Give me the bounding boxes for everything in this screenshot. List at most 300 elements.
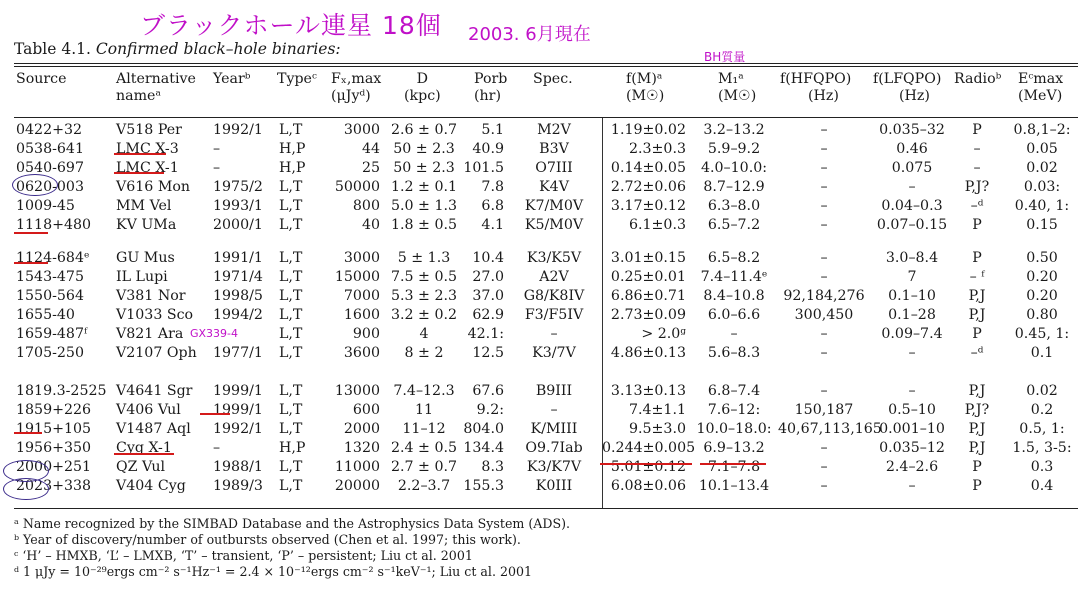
header-radio: Radioᵇ — [954, 71, 1002, 87]
cell-type: L,T — [279, 326, 303, 342]
cell-mass-function: 2.72±0.06 — [610, 179, 686, 195]
cell-lfqpo: – — [908, 478, 916, 494]
cell-hfqpo: – — [820, 179, 828, 195]
cell-spectral-type: O9.7Iab — [525, 440, 583, 456]
cell-lfqpo: 3.0–8.4 — [885, 250, 939, 266]
cell-fx-max: 3000 — [343, 250, 380, 266]
table-row — [0, 287, 1083, 305]
cell-type: H,P — [279, 160, 306, 176]
header-alternative-name: Alternative nameᵃ — [116, 71, 196, 104]
cell-source: 1956+350 — [16, 440, 92, 456]
cell-bh-mass: 5.6–8.3 — [707, 345, 761, 361]
cell-mass-function: 5.01±0.12 — [610, 459, 686, 475]
header-lfqpo: f(LFQPO) (Hz) — [873, 71, 942, 104]
underline-mark — [14, 432, 42, 434]
cell-fx-max: 11000 — [334, 459, 380, 475]
cell-distance: 7.5 ± 0.5 — [390, 269, 458, 285]
cell-type: L,T — [279, 402, 303, 418]
cell-source: 1859+226 — [16, 402, 92, 418]
cell-type: L,T — [279, 179, 303, 195]
cell-mass-function: 6.1±0.3 — [628, 217, 686, 233]
cell-type: L,T — [279, 250, 303, 266]
underline-mark — [700, 463, 766, 465]
cell-fx-max: 3000 — [343, 122, 380, 138]
cell-bh-mass: – — [730, 326, 738, 342]
cell-porb: 10.4 — [472, 250, 504, 266]
cell-emax: 0.20 — [1026, 288, 1058, 304]
cell-distance: 3.2 ± 0.2 — [390, 307, 458, 323]
cell-source: 1819.3-2525 — [16, 383, 107, 399]
cell-type: L,T — [279, 288, 303, 304]
cell-type: L,T — [279, 478, 303, 494]
cell-lfqpo: 0.1–10 — [888, 288, 936, 304]
header-porb: Porb (hr) — [474, 71, 508, 104]
cell-alternative-name: V404 Cyg — [116, 478, 186, 494]
cell-spectral-type: K0III — [535, 478, 573, 494]
cell-type: L,T — [279, 269, 303, 285]
cell-emax: 0.8,1–2: — [1013, 122, 1071, 138]
cell-alternative-name: V518 Per — [116, 122, 182, 138]
cell-fx-max: 900 — [352, 326, 380, 342]
cell-mass-function: 9.5±3.0 — [628, 421, 686, 437]
cell-porb: 134.4 — [463, 440, 504, 456]
cell-spectral-type: K/MIII — [530, 421, 578, 437]
cell-year: 1999/1 — [213, 402, 263, 418]
cell-bh-mass: 10.0–18.0: — [696, 421, 772, 437]
table-row — [0, 178, 1083, 196]
cell-bh-mass: 6.3–8.0 — [707, 198, 761, 214]
cell-year: 1971/4 — [213, 269, 263, 285]
cell-mass-function: 4.86±0.13 — [610, 345, 686, 361]
cell-hfqpo: – — [820, 383, 828, 399]
cell-fx-max: 1320 — [343, 440, 380, 456]
header-fx-max: Fₓ,max (μJyᵈ) — [331, 71, 382, 104]
cell-spectral-type: K3/K5V — [526, 250, 582, 266]
cell-year: 1989/3 — [213, 478, 263, 494]
cell-distance: 7.4–12.3 — [393, 383, 455, 399]
table-title: Confirmed black–hole binaries: — [95, 40, 341, 58]
cell-distance: 50 ± 2.3 — [393, 160, 455, 176]
cell-year: 1975/2 — [213, 179, 263, 195]
cell-type: H,P — [279, 440, 306, 456]
cell-bh-mass: 7.1–7.8 — [707, 459, 761, 475]
cell-type: L,T — [279, 421, 303, 437]
cell-emax: 0.50 — [1026, 250, 1058, 266]
cell-radio: – — [973, 141, 981, 157]
cell-year: – — [213, 440, 221, 456]
cell-fx-max: 25 — [361, 160, 380, 176]
cell-spectral-type: K7/M0V — [524, 198, 584, 214]
cell-alternative-name: LMC X-1 — [116, 160, 179, 176]
cell-porb: 67.6 — [472, 383, 504, 399]
cell-distance: 5 ± 1.3 — [397, 250, 451, 266]
cell-emax: 1.5, 3-5: — [1012, 440, 1072, 456]
cell-source: 1543-475 — [16, 269, 84, 285]
cell-source: 1915+105 — [16, 421, 92, 437]
cell-type: H,P — [279, 141, 306, 157]
table-row — [0, 458, 1083, 476]
table-row — [0, 344, 1083, 362]
cell-emax: 0.02 — [1026, 383, 1058, 399]
cell-type: L,T — [279, 198, 303, 214]
cell-bh-mass: 6.9–13.2 — [703, 440, 765, 456]
cell-source: 0538-641 — [16, 141, 84, 157]
handwritten-alt-note: GX339-4 — [190, 327, 239, 340]
cell-year: – — [213, 141, 221, 157]
cell-hfqpo: – — [820, 478, 828, 494]
cell-alternative-name: V381 Nor — [116, 288, 186, 304]
table-row — [0, 121, 1083, 139]
bottom-rule — [14, 508, 1078, 509]
table-row — [0, 420, 1083, 438]
top-rule — [14, 63, 1078, 64]
table-row — [0, 159, 1083, 177]
underline-mark — [14, 262, 48, 264]
cell-mass-function: 0.25±0.01 — [610, 269, 686, 285]
header-emax: Eᶜmax (MeV) — [1018, 71, 1064, 104]
cell-alternative-name: V821 Ara — [116, 326, 184, 342]
cell-emax: 0.3 — [1030, 459, 1054, 475]
footnotes — [14, 516, 570, 580]
top-rule-double — [14, 66, 1078, 67]
cell-radio: P — [972, 326, 982, 342]
table-row — [0, 306, 1083, 324]
underline-mark — [114, 172, 164, 174]
cell-hfqpo: – — [820, 160, 828, 176]
cell-bh-mass: 6.8–7.4 — [707, 383, 761, 399]
cell-hfqpo: 300,450 — [794, 307, 854, 323]
cell-year: 2000/1 — [213, 217, 263, 233]
header-type: Typeᶜ — [277, 71, 317, 87]
header-source: Source — [16, 71, 67, 87]
cell-type: L,T — [279, 345, 303, 361]
cell-type: L,T — [279, 217, 303, 233]
cell-distance: 2.4 ± 0.5 — [390, 440, 458, 456]
cell-bh-mass: 7.6–12: — [707, 402, 761, 418]
cell-emax: 0.1 — [1030, 345, 1054, 361]
cell-lfqpo: 0.075 — [891, 160, 933, 176]
cell-year: 1992/1 — [213, 421, 263, 437]
cell-bh-mass: 8.7–12.9 — [703, 179, 765, 195]
cell-radio: P,J? — [964, 402, 990, 418]
cell-year: 1999/1 — [213, 383, 263, 399]
cell-hfqpo: 92,184,276 — [783, 288, 865, 304]
header-hfqpo: f(HFQPO) (Hz) — [780, 71, 852, 104]
table-row — [0, 382, 1083, 400]
cell-spectral-type: M2V — [537, 122, 571, 138]
cell-porb: 8.3 — [481, 459, 504, 475]
cell-porb: 4.1 — [481, 217, 504, 233]
cell-source: 2023+338 — [16, 478, 92, 494]
cell-source: 1009-45 — [16, 198, 75, 214]
cell-radio: P,J — [968, 421, 986, 437]
cell-fx-max: 800 — [352, 198, 380, 214]
cell-emax: 0.4 — [1030, 478, 1054, 494]
cell-radio: P — [972, 250, 982, 266]
header-rule — [14, 117, 1078, 118]
cell-bh-mass: 8.4–10.8 — [703, 288, 765, 304]
underline-mark — [114, 453, 174, 455]
header-fm: f(M)ᵃ (M☉) — [626, 71, 665, 104]
footnote-b: ᵇ Year of discovery/number of outbursts observed (Chen et al. 1997; this work). — [14, 532, 521, 547]
cell-spectral-type: – — [550, 402, 558, 418]
cell-type: L,T — [279, 307, 303, 323]
underline-mark — [14, 232, 48, 234]
cell-bh-mass: 3.2–13.2 — [703, 122, 765, 138]
cell-year: 1993/1 — [213, 198, 263, 214]
table-caption — [14, 40, 341, 58]
cell-mass-function: > 2.0ᵍ — [641, 326, 686, 342]
cell-hfqpo: – — [820, 198, 828, 214]
cell-hfqpo: – — [820, 217, 828, 233]
circled-mark — [3, 478, 49, 500]
cell-year: 1998/5 — [213, 288, 263, 304]
cell-fx-max: 3600 — [343, 345, 380, 361]
cell-mass-function: 6.08±0.06 — [610, 478, 686, 494]
cell-porb: 37.0 — [472, 288, 504, 304]
cell-distance: 8 ± 2 — [404, 345, 444, 361]
cell-radio: P — [972, 478, 982, 494]
cell-radio: P,J — [968, 307, 986, 323]
cell-hfqpo: – — [820, 459, 828, 475]
cell-bh-mass: 5.9–9.2 — [707, 141, 761, 157]
cell-alternative-name: IL Lupi — [116, 269, 168, 285]
cell-lfqpo: 0.035–32 — [879, 122, 945, 138]
footnote-c: ᶜ ‘H’ – HMXB, ‘L’ – LMXB, ‘T’ – transient, ‘P’ – persistent; Liu ct al. 2001 — [14, 548, 473, 563]
cell-emax: 0.15 — [1026, 217, 1058, 233]
cell-distance: 1.2 ± 0.1 — [390, 179, 458, 195]
cell-radio: –ᵈ — [970, 345, 984, 361]
cell-alternative-name: V616 Mon — [116, 179, 191, 195]
header-year: Yearᵇ — [213, 71, 251, 87]
table-row — [0, 401, 1083, 419]
cell-porb: 6.8 — [481, 198, 504, 214]
header-distance: D (kpc) — [404, 71, 441, 104]
cell-source: 2000+251 — [16, 459, 92, 475]
cell-distance: 50 ± 2.3 — [393, 141, 455, 157]
cell-spectral-type: A2V — [539, 269, 569, 285]
cell-hfqpo: – — [820, 269, 828, 285]
cell-fx-max: 13000 — [334, 383, 380, 399]
cell-radio: P,J — [968, 440, 986, 456]
cell-radio: – — [973, 160, 981, 176]
cell-porb: 804.0 — [463, 421, 504, 437]
cell-porb: 12.5 — [472, 345, 504, 361]
cell-radio: – ᶠ — [969, 269, 985, 285]
cell-emax: 0.05 — [1026, 141, 1058, 157]
cell-lfqpo: 0.035–12 — [879, 440, 945, 456]
table-label: Table 4.1. — [14, 40, 91, 58]
cell-type: L,T — [279, 383, 303, 399]
handwritten-bh-mass-note: BH質量 — [704, 50, 746, 64]
cell-fx-max: 7000 — [343, 288, 380, 304]
cell-bh-mass: 6.0–6.6 — [707, 307, 761, 323]
cell-spectral-type: F3/F5IV — [524, 307, 584, 323]
cell-spectral-type: K3/K7V — [526, 459, 582, 475]
cell-lfqpo: – — [908, 383, 916, 399]
underline-mark — [114, 153, 166, 155]
cell-alternative-name: GU Mus — [116, 250, 175, 266]
cell-mass-function: 0.14±0.05 — [610, 160, 686, 176]
cell-alternative-name: MM Vel — [116, 198, 172, 214]
cell-source: 1655-40 — [16, 307, 75, 323]
footnote-a: ᵃ Name recognized by the SIMBAD Database and the Astrophysics Data System (ADS). — [14, 516, 570, 531]
cell-lfqpo: – — [908, 179, 916, 195]
cell-emax: 0.40, 1: — [1014, 198, 1070, 214]
cell-type: L,T — [279, 459, 303, 475]
cell-source: 0620-003 — [16, 179, 84, 195]
cell-mass-function: 3.01±0.15 — [610, 250, 686, 266]
cell-alternative-name: V406 Vul — [116, 402, 181, 418]
underline-mark — [600, 463, 692, 465]
cell-spectral-type: G8/K8IV — [523, 288, 585, 304]
cell-lfqpo: 0.46 — [896, 141, 928, 157]
cell-spectral-type: B3V — [539, 141, 569, 157]
cell-year: 1992/1 — [213, 122, 263, 138]
cell-porb: 42.1: — [467, 326, 504, 342]
cell-bh-mass: 6.5–8.2 — [707, 250, 761, 266]
cell-emax: 0.45, 1: — [1014, 326, 1070, 342]
cell-spectral-type: K3/7V — [532, 345, 576, 361]
cell-hfqpo: – — [820, 122, 828, 138]
cell-mass-function: 3.13±0.13 — [610, 383, 686, 399]
cell-lfqpo: 0.04–0.3 — [881, 198, 943, 214]
cell-lfqpo: 0.1–28 — [888, 307, 936, 323]
cell-source: 1705-250 — [16, 345, 84, 361]
cell-emax: 0.02 — [1026, 160, 1058, 176]
cell-hfqpo: 150,187 — [794, 402, 854, 418]
cell-year: 1988/1 — [213, 459, 263, 475]
cell-bh-mass: 7.4–11.4ᵉ — [700, 269, 768, 285]
cell-alternative-name: V1487 Aql — [116, 421, 191, 437]
cell-fx-max: 40 — [361, 217, 380, 233]
cell-bh-mass: 4.0–10.0: — [700, 160, 768, 176]
cell-distance: 11–12 — [402, 421, 446, 437]
table-row — [0, 140, 1083, 158]
cell-mass-function: 0.244±0.005 — [602, 440, 696, 456]
cell-alternative-name: LMC X-3 — [116, 141, 179, 157]
cell-year: 1977/1 — [213, 345, 263, 361]
cell-source: 0540-697 — [16, 160, 84, 176]
cell-distance: 4 — [419, 326, 429, 342]
cell-fx-max: 600 — [352, 402, 380, 418]
cell-alternative-name: V1033 Sco — [116, 307, 194, 323]
handwritten-title: ブラックホール連星 18個 — [140, 11, 442, 40]
cell-distance: 2.6 ± 0.7 — [390, 122, 458, 138]
cell-source: 1659-487ᶠ — [16, 326, 88, 342]
cell-distance: 5.3 ± 2.3 — [390, 288, 458, 304]
cell-source: 1124-684ᵉ — [16, 250, 90, 266]
cell-hfqpo: – — [820, 345, 828, 361]
cell-fx-max: 1600 — [343, 307, 380, 323]
cell-spectral-type: – — [550, 326, 558, 342]
cell-mass-function: 6.86±0.71 — [610, 288, 686, 304]
table-row — [0, 249, 1083, 267]
cell-emax: 0.20 — [1026, 269, 1058, 285]
cell-porb: 62.9 — [472, 307, 504, 323]
cell-lfqpo: – — [908, 345, 916, 361]
cell-porb: 9.2: — [476, 402, 504, 418]
cell-porb: 155.3 — [463, 478, 504, 494]
cell-radio: P — [972, 459, 982, 475]
cell-radio: –ᵈ — [970, 198, 984, 214]
cell-alternative-name: V4641 Sgr — [116, 383, 193, 399]
cell-radio: P,J — [968, 383, 986, 399]
cell-fx-max: 20000 — [334, 478, 380, 494]
cell-lfqpo: 0.5–10 — [888, 402, 936, 418]
cell-radio: P,J? — [964, 179, 990, 195]
cell-porb: 40.9 — [472, 141, 504, 157]
cell-mass-function: 1.19±0.02 — [610, 122, 686, 138]
cell-mass-function: 3.17±0.12 — [610, 198, 686, 214]
cell-source: 1118+480 — [16, 217, 92, 233]
cell-spectral-type: K5/M0V — [524, 217, 584, 233]
header-m1: M₁ᵃ (M☉) — [718, 71, 757, 104]
cell-distance: 2.7 ± 0.7 — [390, 459, 458, 475]
handwritten-date: 2003. 6月現在 — [468, 24, 591, 45]
cell-hfqpo: – — [820, 440, 828, 456]
cell-source: 1550-564 — [16, 288, 84, 304]
cell-mass-function: 7.4±1.1 — [628, 402, 686, 418]
cell-lfqpo: 0.09–7.4 — [881, 326, 943, 342]
cell-distance: 11 — [414, 402, 434, 418]
cell-radio: P — [972, 122, 982, 138]
table-row — [0, 197, 1083, 215]
cell-lfqpo: 0.001–10 — [879, 421, 945, 437]
cell-hfqpo: – — [820, 250, 828, 266]
cell-spectral-type: O7III — [535, 160, 573, 176]
cell-lfqpo: 7 — [907, 269, 917, 285]
table-row — [0, 325, 1083, 343]
cell-emax: 0.80 — [1026, 307, 1058, 323]
cell-hfqpo: – — [820, 141, 828, 157]
footnote-d: ᵈ 1 μJy = 10⁻²⁹ergs cm⁻² s⁻¹Hz⁻¹ = 2.4 × 10⁻¹²ergs cm⁻² s⁻¹keV⁻¹; Liu ct al. 2001 — [14, 564, 533, 579]
table-row — [0, 268, 1083, 286]
cell-porb: 101.5 — [463, 160, 504, 176]
cell-source: 0422+32 — [16, 122, 83, 138]
cell-porb: 27.0 — [472, 269, 504, 285]
cell-fx-max: 2000 — [343, 421, 380, 437]
cell-radio: P,J — [968, 288, 986, 304]
cell-bh-mass: 10.1–13.4 — [698, 478, 770, 494]
cell-emax: 0.2 — [1030, 402, 1054, 418]
cell-distance: 5.0 ± 1.3 — [390, 198, 458, 214]
cell-alternative-name: Cyg X-1 — [116, 440, 172, 456]
cell-distance: 1.8 ± 0.5 — [390, 217, 458, 233]
underline-mark — [200, 413, 230, 415]
cell-hfqpo: 40,67,113,165 — [778, 421, 882, 437]
cell-lfqpo: 2.4–2.6 — [885, 459, 939, 475]
cell-type: L,T — [279, 122, 303, 138]
cell-alternative-name: QZ Vul — [116, 459, 166, 475]
cell-spectral-type: B9III — [535, 383, 573, 399]
cell-mass-function: 2.3±0.3 — [628, 141, 686, 157]
cell-porb: 5.1 — [481, 122, 504, 138]
cell-year: 1994/2 — [213, 307, 263, 323]
cell-alternative-name: KV UMa — [116, 217, 177, 233]
cell-fx-max: 15000 — [334, 269, 380, 285]
cell-distance: 2.2–3.7 — [397, 478, 451, 494]
cell-radio: P — [972, 217, 982, 233]
cell-fx-max: 44 — [361, 141, 380, 157]
cell-spectral-type: K4V — [539, 179, 569, 195]
cell-bh-mass: 6.5–7.2 — [707, 217, 761, 233]
cell-lfqpo: 0.07–0.15 — [876, 217, 948, 233]
header-spec: Spec. — [533, 71, 573, 87]
cell-emax: 0.5, 1: — [1019, 421, 1065, 437]
cell-mass-function: 2.73±0.09 — [610, 307, 686, 323]
cell-alternative-name: V2107 Oph — [116, 345, 197, 361]
